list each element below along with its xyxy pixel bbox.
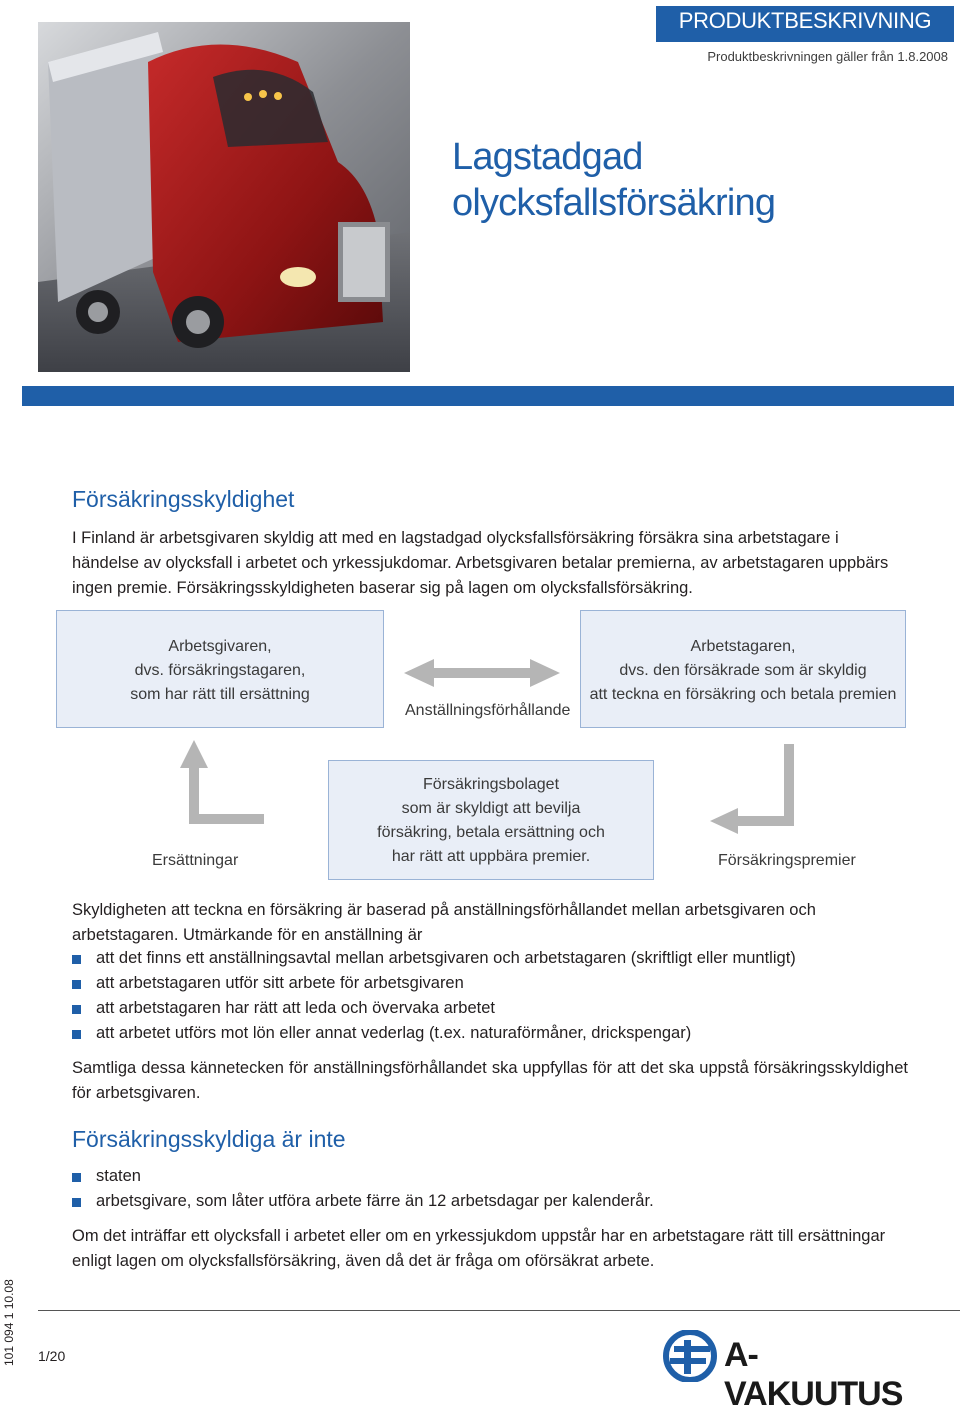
employment-criteria-list: [72, 946, 912, 1046]
employee-box: [580, 610, 906, 728]
exempt-list: [72, 1164, 912, 1214]
validity-date: Produktbeskrivningen gäller från 1.8.2008: [707, 49, 948, 64]
list-item: arbetsgivare, som låter utföra arbete färre än 12 arbetsdagar per kalenderår.: [72, 1189, 912, 1214]
document-type: PRODUKTBESKRIVNING: [678, 8, 932, 33]
truck-photo: [38, 22, 410, 372]
list-item: att det finns ett anställningsavtal mellan arbetsgivaren och arbetstagaren (skriftligt eller muntligt): [72, 946, 912, 971]
page-title: [452, 134, 775, 226]
logo-wordmark: A-VAKUUTUS: [724, 1336, 903, 1413]
elbow-arrow-up-icon: [178, 738, 268, 828]
obligation-paragraph: I Finland är arbetsgivaren skyldig att med en lagstadgad olycksfallsförsäkring försäkra sina arbetstagare i händelse av olycksfall i arbetet och yrkessjukdomar. Arbetsgivaren betalar premierna, av arbetstagaren uppbärs ingen premie. Försäkringsskyldigheten baserar sig på lagen om olycksfallsförsäkring.: [72, 529, 889, 597]
list-item: att arbetet utförs mot lön eller annat vederlag (t.ex. naturaförmåner, drickspengar): [72, 1021, 912, 1046]
title-line-1: Lagstadgad: [452, 136, 643, 178]
footer-rule: [38, 1310, 960, 1311]
list-item: att arbetstagaren har rätt att leda och övervaka arbetet: [72, 996, 912, 1021]
section-heading-obligation: Försäkringsskyldighet: [72, 486, 295, 512]
uninsured-paragraph: Om det inträffar ett olycksfall i arbetet eller om en yrkessjukdom uppstår har en arbetstagare rätt till ersättningar enligt lagen om olycksfallsförsäkring, även då det är fråga om oförsäkrat arbete.: [72, 1227, 886, 1270]
page-number: 1/20: [38, 1348, 66, 1364]
insurer-line-2: som är skyldigt att bevilja: [401, 800, 581, 817]
employer-line-1: Arbetsgivaren,: [168, 638, 272, 655]
a-vakuutus-logo-icon: [660, 1330, 720, 1382]
employment-relation-label: Anställningsförhållande: [405, 702, 571, 719]
employee-line-1: Arbetstagaren,: [690, 638, 796, 655]
document-code: 101 094 1 10.08: [2, 1279, 16, 1366]
employer-line-2: dvs. försäkringstagaren,: [134, 662, 306, 679]
insurer-line-1: Försäkringsbolaget: [422, 776, 560, 793]
insurer-line-4: har rätt att uppbära premier.: [391, 848, 591, 865]
employee-line-2: dvs. den försäkrade som är skyldig: [619, 662, 867, 679]
employee-line-3: att teckna en försäkring och betala premien: [589, 686, 897, 703]
double-arrow-icon: [402, 656, 562, 690]
elbow-arrow-left-icon: [708, 742, 798, 834]
divider-band: [22, 386, 954, 406]
list-item: att arbetstagaren utför sitt arbete för arbetsgivaren: [72, 971, 912, 996]
insurer-line-3: försäkring, betala ersättning och: [377, 824, 605, 841]
compensation-label: Ersättningar: [152, 852, 239, 869]
title-line-2: olycksfallsförsäkring: [452, 182, 776, 224]
section-heading-exempt: Försäkringsskyldiga är inte: [72, 1126, 346, 1152]
insurer-box: [328, 760, 654, 880]
employer-line-3: som har rätt till ersättning: [130, 686, 310, 703]
criteria-closing: Samtliga dessa kännetecken för anställningsförhållandet ska uppfyllas för att det ska uppstå försäkringsskyldighet för arbetsgivaren.: [72, 1059, 908, 1102]
premiums-label: Försäkringspremier: [718, 852, 856, 869]
company-logo: [660, 1330, 930, 1413]
employment-intro: Skyldigheten att teckna en försäkring är baserad på anställningsförhållandet mellan arbetsgivaren och arbetstagaren. Utmärkande för en anställning är: [72, 901, 816, 944]
employer-box: [56, 610, 384, 728]
list-item: staten: [72, 1164, 912, 1189]
